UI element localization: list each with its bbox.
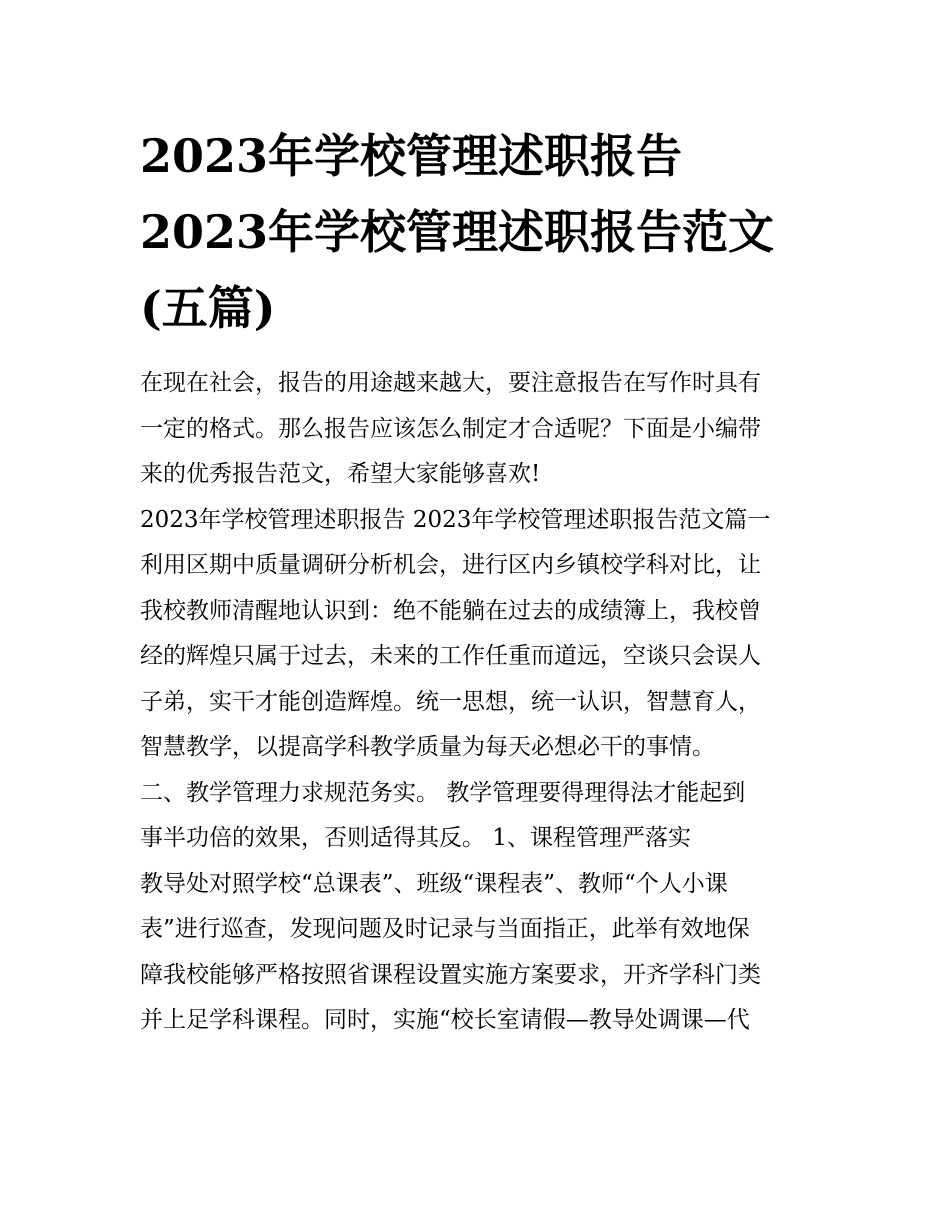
title-line-1: 2023年学校管理述职报告: [140, 129, 683, 183]
text-line: 2023年学校管理述职报告 2023年学校管理述职报告范文篇一: [140, 506, 771, 533]
text-line: 子弟，实干才能创造辉煌。统一思想，统一认识，智慧育人，: [140, 688, 761, 715]
text-line: 经的辉煌只属于过去，未来的工作任重而道远，空谈只会误人: [140, 643, 761, 669]
text-line: 障我校能够严格按照省课程设置实施方案要求，开齐学科门类: [140, 961, 761, 988]
text-line: 来的优秀报告范文，希望大家能够喜欢!: [140, 461, 541, 487]
body-paragraph-2: [140, 771, 812, 862]
text-line: 二、教学管理力求规范务实。 教学管理要得理得法才能起到: [140, 779, 746, 806]
body-paragraph-1: [140, 543, 812, 771]
text-line: 在现在社会，报告的用途越来越大，要注意报告在写作时具有: [140, 370, 761, 396]
text-line: 事半功倍的效果，否则适得其反。 1、课程管理严落实: [140, 825, 691, 851]
text-line: 表”进行巡查，发现问题及时记录与当面指正，此举有效地保: [140, 916, 750, 942]
text-line: 利用区期中质量调研分析机会，进行区内乡镇校学科对比，让: [140, 552, 761, 578]
text-line: 我校教师清醒地认识到：绝不能躺在过去的成绩簿上，我校曾: [140, 597, 761, 624]
text-line: 智慧教学，以提高学科教学质量为每天必想必干的事情。: [140, 734, 715, 760]
text-line: 一定的格式。那么报告应该怎么制定才合适呢？下面是小编带: [140, 415, 761, 442]
text-line: 教导处对照学校“总课表”、班级“课程表”、教师“个人小课: [140, 870, 728, 897]
document-title: [140, 118, 812, 346]
title-line-2: 2023年学校管理述职报告范文: [140, 205, 775, 259]
section-heading-paragraph: [140, 498, 812, 544]
text-line: 并上足学科课程。同时，实施“校长室请假—教导处调课—代: [140, 1007, 750, 1033]
body-paragraph-3: [140, 862, 812, 1044]
intro-paragraph: [140, 361, 812, 498]
document-page: [140, 118, 812, 1044]
title-line-3: (五篇): [140, 281, 276, 335]
